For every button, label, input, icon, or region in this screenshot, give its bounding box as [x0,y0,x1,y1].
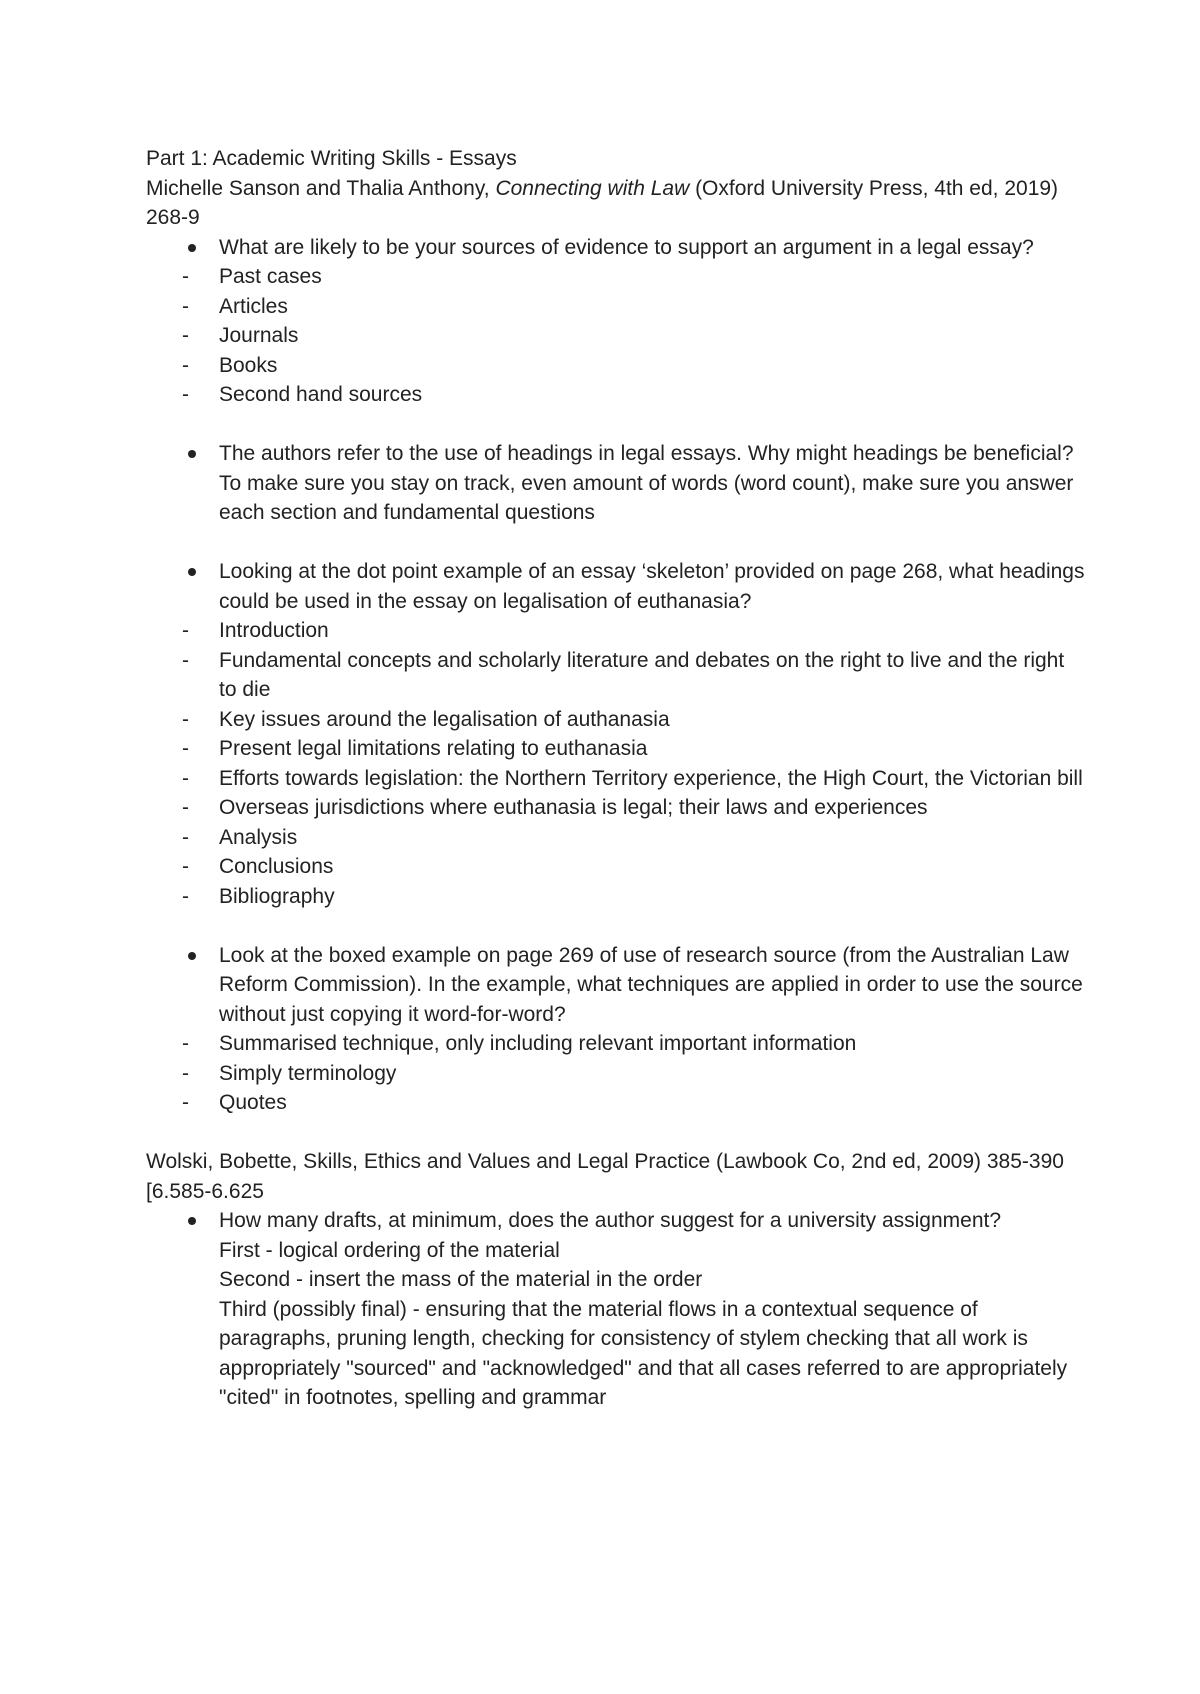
bullet-icon [188,450,196,458]
list-item: - Analysis [146,823,1086,853]
list-item: - Articles [146,292,1086,322]
question-block-skeleton [146,557,1086,616]
list-item: - Books [146,351,1086,381]
list-item: - Introduction [146,616,1086,646]
list-item: - Past cases [146,262,1086,292]
dash-icon: - [182,294,189,318]
list-item: - Second hand sources [146,380,1086,410]
spacer [146,1118,1086,1148]
question-text: How many drafts, at minimum, does the author suggest for a university assignment? [219,1209,1002,1232]
dash-icon: - [182,855,189,878]
list-item: - Journals [146,321,1086,351]
dash-icon: - [182,1091,189,1114]
reference-sanson-anthony [146,174,1086,233]
list-item: - Overseas jurisdictions where euthanasia is legal; their laws and experiences [146,793,1086,823]
reference-publication: (Oxford University Press, 4th ed, 2019) 268-9 [146,176,1059,229]
answer-line: First - logical ordering of the material [219,1238,560,1262]
dash-icon: - [182,737,189,760]
reference-wolski: Wolski, Bobette, Skills, Ethics and Values and Legal Practice (Lawbook Co, 2nd ed, 2009) 385-390 [6.585-6.625 [146,1150,1064,1203]
dash-icon: - [182,884,189,908]
dash-icon: - [182,324,189,347]
question-block-headings [146,439,1086,528]
answer-line: Third (possibly final) - ensuring that the material flows in a contextual sequence of paragraphs, pruning length, checking for consistency of stylem checking that all work is appropriately "sourced" and "acknowledged" and that all cases referred to are appropriately "cited" in footnotes, spelling and grammar [219,1297,1068,1409]
dash-icon: - [182,796,189,819]
document-page [146,144,1086,1413]
question-block-drafts [146,1206,1086,1413]
bullet-icon [188,568,196,576]
list-item: - Simply terminology [146,1059,1086,1089]
question-text: The authors refer to the use of headings in legal essays. Why might headings be beneficial? [219,442,1074,465]
question-text: Look at the boxed example on page 269 of use of research source (from the Australian Law Reform Commission). In the example, what techniques are applied in order to use the source without just copying it word-for-word? [219,943,1083,1026]
bullet-icon [188,952,196,960]
dash-icon: - [182,648,189,672]
list-item: - Conclusions [146,852,1086,882]
dash-icon: - [182,825,189,849]
answer-line: Second - insert the mass of the material in the order [219,1268,703,1291]
reference-book-title: Connecting with Law [495,176,690,200]
dash-icon: - [182,353,189,377]
question-text: What are likely to be your sources of evidence to support an argument in a legal essay? [219,235,1034,259]
list-item: - Present legal limitations relating to euthanasia [146,734,1086,764]
answer-list-sources [146,262,1086,410]
dash-icon: - [182,265,189,288]
bullet-icon [188,244,196,252]
answer-list-headings [146,616,1086,911]
dash-icon: - [182,383,189,406]
list-item: - Efforts towards legislation: the Northern Territory experience, the High Court, the Victorian bill [146,764,1086,794]
dash-icon: - [182,619,189,642]
question-block-sources [146,233,1086,263]
dash-icon: - [182,1032,189,1055]
list-item: - Bibliography [146,882,1086,912]
reference-authors: Michelle Sanson and Thalia Anthony, [146,176,496,200]
question-text: Looking at the dot point example of an essay ‘skeleton’ provided on page 268, what headings could be used in the essay on legalisation of euthanasia? [219,560,1085,613]
list-item: - Quotes [146,1088,1086,1118]
list-item: - Summarised technique, only including relevant important information [146,1029,1086,1059]
bullet-icon [188,1217,196,1225]
dash-icon: - [182,1061,189,1085]
question-block-research-source [146,941,1086,1030]
dash-icon: - [182,707,189,731]
answer-text: To make sure you stay on track, even amount of words (word count), make sure you answer each section and fundamental questions [219,471,1074,524]
list-item: - Fundamental concepts and scholarly literature and debates on the right to live and the right to die [146,646,1086,705]
part-title: Part 1: Academic Writing Skills - Essays [146,147,517,170]
list-item: - Key issues around the legalisation of authanasia [146,705,1086,735]
answer-list-techniques [146,1029,1086,1118]
dash-icon: - [182,766,189,790]
